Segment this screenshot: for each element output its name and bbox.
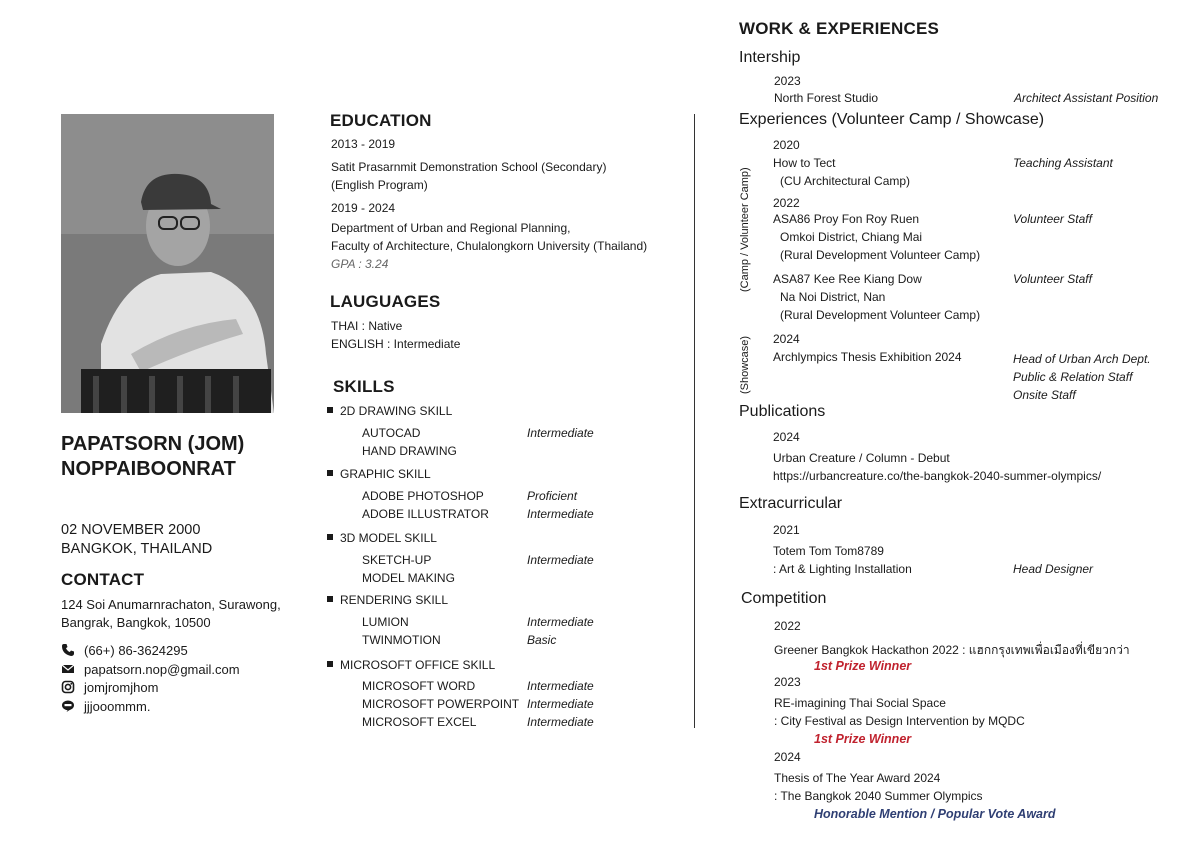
showcase-vertical-label: (Showcase) [739,335,751,394]
competition-2-line-1: RE-imagining Thai Social Space [774,696,946,710]
skill-group-name: RENDERING SKILL [340,593,449,607]
extracurricular-title: Extracurricular [739,495,843,512]
contact-line[interactable] [61,698,240,717]
competition-2-line-2: : City Festival as Design Intervention by MQDC [774,714,1025,728]
exp-3-sub-2: (Rural Development Volunteer Camp) [780,308,981,322]
skill-group-3d [327,531,437,545]
instagram-text: jomjromjhom [84,680,159,695]
exp-2-sub-2: (Rural Development Volunteer Camp) [780,248,981,262]
exp-3-role: Volunteer Staff [1013,272,1092,286]
exp-4-roles [1013,350,1151,404]
address-line-1: 124 Soi Anumarnrachaton, Surawong, [61,597,281,612]
contact-phone[interactable] [61,642,240,661]
exp-4-title: Archlympics Thesis Exhibition 2024 [773,350,962,364]
skills-title: SKILLS [333,377,395,396]
languages-title: LAUGUAGES [330,292,441,311]
skill-group-name: 2D DRAWING SKILL [340,404,453,418]
skill-name: MICROSOFT POWERPOINT [362,697,520,711]
birth-info [61,521,212,559]
competition-title: Competition [741,590,827,607]
publication-link[interactable]: https://urbancreature.co/the-bangkok-2040-summer-olympics/ [773,469,1102,483]
skill-name: ADOBE PHOTOSHOP [362,489,484,503]
skill-level: Intermediate [527,697,594,711]
line-text: jjjooommm. [84,698,151,714]
skill-name: MICROSOFT EXCEL [362,715,477,729]
internship-org: North Forest Studio [774,91,879,105]
bullet-icon [327,407,333,413]
award-honorable: Honorable Mention [814,807,928,821]
exp-year: 2020 [773,138,800,152]
edu-2-department: Department of Urban and Regional Planning, [331,221,571,235]
extracurricular-year: 2021 [773,523,800,537]
exp-4-role-1: Head of Urban Arch Dept. [1013,352,1151,366]
language-item: THAI : Native [331,319,403,333]
skill-group-2d [327,404,452,418]
edu-1-detail [331,158,606,194]
competition-year: 2022 [774,619,801,633]
language-item: ENGLISH : Intermediate [331,337,461,351]
skill-name: LUMION [362,615,409,629]
extracurricular-name: Totem Tom Tom8789 [773,544,884,558]
skill-group-graphic [327,467,431,481]
skill-name: MODEL MAKING [362,571,455,585]
contact-list [61,642,240,716]
phone-icon [61,643,75,657]
exp-year: 2022 [773,196,800,210]
exp-1-title: How to Tect [773,156,836,170]
exp-2-sub-1: Omkoi District, Chiang Mai [780,230,923,244]
skill-level: Proficient [527,489,578,503]
skill-group-name: 3D MODEL SKILL [340,531,437,545]
work-title: WORK & EXPERIENCES [739,19,940,38]
profile-photo [61,114,274,413]
camp-vertical-label: (Camp / Volunteer Camp) [739,167,751,292]
edu-2-years: 2019 - 2024 [331,201,396,215]
exp-year: 2024 [773,332,800,346]
exp-1-sub: (CU Architectural Camp) [780,174,911,188]
bullet-icon [327,661,333,667]
skill-name: SKETCH-UP [362,553,432,567]
exp-1-role: Teaching Assistant [1013,156,1113,170]
skill-level: Intermediate [527,679,594,693]
exp-3-title: ASA87 Kee Ree Kiang Dow [773,272,922,286]
address [61,596,281,632]
extracurricular-desc: : Art & Lighting Installation [773,562,912,576]
internship-year: 2023 [774,74,801,88]
publication-year: 2024 [773,430,800,444]
email-text: papatsorn.nop@gmail.com [84,661,240,677]
column-divider [694,114,695,728]
skill-name: HAND DRAWING [362,444,457,458]
contact-email[interactable] [61,661,240,680]
phone-text: (66+) 86-3624295 [84,643,188,658]
extracurricular-role: Head Designer [1013,562,1094,576]
full-name [61,432,244,482]
contact-title: CONTACT [61,570,145,589]
edu-2-faculty: Faculty of Architecture, Chulalongkorn University (Thailand) [331,239,648,253]
exp-4-role-2: Public & Relation Staff [1013,370,1133,384]
edu-1-school: Satit Prasarnmit Demonstration School (Secondary) [331,160,607,174]
award-badge: 1st Prize Winner [814,659,912,673]
skill-group-name: GRAPHIC SKILL [340,467,431,481]
person-illustration [61,114,274,413]
location: BANGKOK, THAILAND [61,541,213,557]
languages-list [331,317,460,353]
competition-1: Greener Bangkok Hackathon 2022 : แฮกกรุงเทพเพื่อเมืองที่เขียวกว่า [774,643,1130,657]
edu-2-detail [331,219,647,273]
exp-2-title: ASA86 Proy Fon Roy Ruen [773,212,920,226]
mail-icon [61,662,75,676]
skill-name: TWINMOTION [362,633,441,647]
name-line-1: PAPATSORN (JOM) [61,433,245,455]
skill-level: Intermediate [527,715,594,729]
publication-title: Urban Creature / Column - Debut [773,451,950,465]
education-title: EDUCATION [330,111,432,130]
edu-1-years: 2013 - 2019 [331,137,396,151]
award-badge: 1st Prize Winner [814,732,912,746]
bullet-icon [327,470,333,476]
competition-3-line-2: : The Bangkok 2040 Summer Olympics [774,789,983,803]
exp-4-role-3: Onsite Staff [1013,388,1076,402]
edu-1-program: (English Program) [331,178,428,192]
skill-group-rendering [327,593,448,607]
internship-title: Intership [739,49,801,66]
skill-level: Intermediate [527,507,594,521]
bullet-icon [327,534,333,540]
exp-3-sub-1: Na Noi District, Nan [780,290,886,304]
competition-3-line-1: Thesis of The Year Award 2024 [774,771,941,785]
skill-name: MICROSOFT WORD [362,679,476,693]
skill-group-office [327,658,495,672]
skill-level: Intermediate [527,553,594,567]
skill-level: Basic [527,633,557,647]
competition-year: 2024 [774,750,801,764]
skill-level: Intermediate [527,426,594,440]
internship-role: Architect Assistant Position [1014,91,1159,105]
contact-instagram[interactable] [61,679,240,698]
award-popular: Popular Vote Award [937,807,1056,821]
skill-level: Intermediate [527,615,594,629]
exp-2-role: Volunteer Staff [1013,212,1092,226]
instagram-icon [61,680,75,694]
skill-name: AUTOCAD [362,426,421,440]
bullet-icon [327,596,333,602]
name-line-2: NOPPAIBOONRAT [61,458,236,480]
skill-group-name: MICROSOFT OFFICE SKILL [340,658,496,672]
award-line [814,807,1056,821]
experiences-title: Experiences (Volunteer Camp / Showcase) [739,111,1045,128]
line-app-icon [61,699,75,713]
edu-2-gpa: GPA : 3.24 [331,257,389,271]
publications-title: Publications [739,403,826,420]
birthdate: 02 NOVEMBER 2000 [61,522,201,538]
award-separator: / [930,807,935,821]
competition-year: 2023 [774,675,801,689]
skill-name: ADOBE ILLUSTRATOR [362,507,489,521]
address-line-2: Bangrak, Bangkok, 10500 [61,615,211,630]
